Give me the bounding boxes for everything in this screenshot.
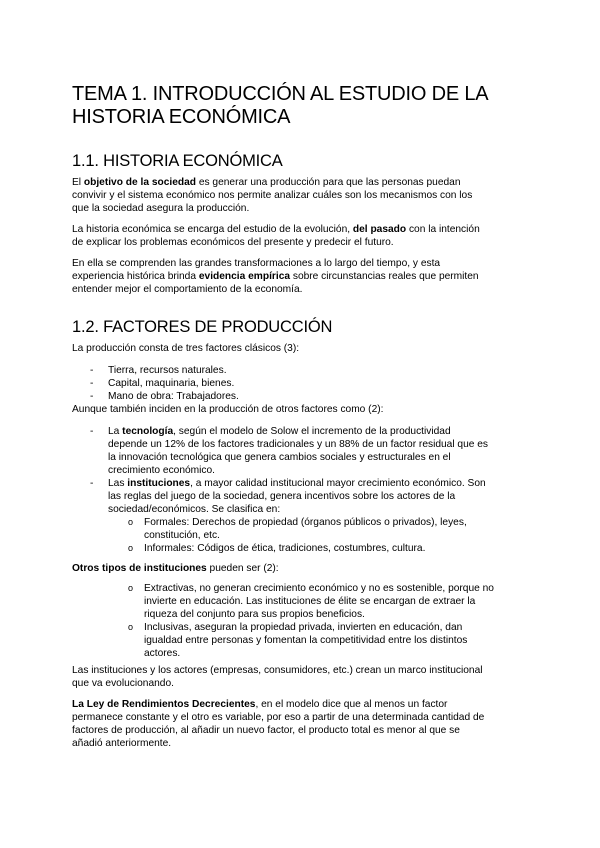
paragraph-line bbox=[108, 477, 486, 490]
list-dash: - bbox=[90, 391, 94, 402]
text-span: El bbox=[72, 177, 84, 188]
paragraph-line: de explicar los problemas económicos del presente y predecir el futuro. bbox=[72, 237, 394, 248]
paragraph-line: que la sociedad asegura la producción. bbox=[72, 203, 250, 214]
paragraph-line: sociedad/económicos. Se clasifica en: bbox=[108, 504, 281, 515]
paragraph-line bbox=[108, 425, 451, 438]
circle-bullet-icon: o bbox=[128, 543, 134, 553]
bold-text: La Ley de Rendimientos Decrecientes bbox=[72, 699, 256, 710]
section-heading-factores-produccion: 1.2. FACTORES DE PRODUCCIÓN bbox=[72, 318, 333, 336]
circle-bullet-icon: o bbox=[128, 517, 134, 527]
text-span: La bbox=[108, 426, 123, 437]
list-item-capital: Capital, maquinaria, bienes. bbox=[108, 378, 235, 389]
paragraph-line: factores de producción, al añadir un nuevo factor, el producto total es menor al que se bbox=[72, 725, 460, 736]
list-item-extractivas-cont: riqueza del conjunto para sus propios beneficios. bbox=[144, 609, 365, 620]
paragraph-line: Las instituciones y los actores (empresas, consumidores, etc.) crean un marco institucional bbox=[72, 665, 483, 676]
list-dash: - bbox=[90, 478, 94, 489]
paragraph-otros-tipos bbox=[72, 562, 279, 575]
paragraph-line: las reglas del juego de la sociedad, genera incentivos sobre los actores de la bbox=[108, 491, 456, 502]
text-span: , según el modelo de Solow el incremento de la productividad bbox=[173, 426, 451, 437]
bold-text: tecnología bbox=[122, 426, 174, 437]
list-item-inclusivas-cont: igualdad entre personas y fomentan la competitividad entre los distintos bbox=[144, 635, 468, 646]
paragraph-line: la innovación tecnológica que genera cambios sociales y estructurales en el bbox=[108, 452, 451, 463]
paragraph-line bbox=[72, 270, 479, 283]
list-item-tierra: Tierra, recursos naturales. bbox=[108, 365, 227, 376]
text-span: La historia económica se encarga del estudio de la evolución, bbox=[72, 224, 353, 235]
bold-text: del pasado bbox=[352, 224, 407, 235]
bold-text: objetivo de la sociedad bbox=[83, 177, 196, 188]
paragraph-intro-factores: La producción consta de tres factores clásicos (3): bbox=[72, 343, 300, 354]
text-span: con la intención bbox=[406, 224, 480, 235]
document-title-line-1: TEMA 1. INTRODUCCIÓN AL ESTUDIO DE LA bbox=[72, 83, 489, 105]
list-item-inclusivas: Inclusivas, aseguran la propiedad privada, invierten en educación, dan bbox=[144, 622, 463, 633]
list-dash: - bbox=[90, 426, 94, 437]
text-span: sobre circunstancias reales que permiten bbox=[290, 271, 479, 282]
paragraph-line: convivir y el sistema económico nos permite analizar cuáles son los mecanismos con los bbox=[72, 190, 473, 201]
paragraph-otros-factores: Aunque también inciden en la producción de otros factores como (2): bbox=[72, 404, 384, 415]
list-dash: - bbox=[90, 365, 94, 376]
text-span: Las bbox=[108, 478, 128, 489]
paragraph-line: entender mejor el comportamiento de la economía. bbox=[72, 284, 303, 295]
list-item-extractivas-cont: invierte en educación. Las instituciones de élite se encargan de extraer la bbox=[144, 596, 476, 607]
list-item-formales-cont: constitución, etc. bbox=[144, 530, 220, 541]
bold-text: instituciones bbox=[127, 478, 191, 489]
paragraph-line: depende un 12% de los factores tradicionales y un 88% de un factor residual que es bbox=[108, 439, 489, 450]
paragraph-line: añadió anteriormente. bbox=[72, 738, 172, 749]
paragraph-line bbox=[72, 176, 460, 189]
list-item-formales: Formales: Derechos de propiedad (órganos públicos o privados), leyes, bbox=[144, 517, 467, 528]
section-heading-historia-economica: 1.1. HISTORIA ECONÓMICA bbox=[72, 152, 283, 170]
paragraph-line bbox=[72, 698, 447, 711]
text-span: experiencia histórica brinda bbox=[72, 271, 199, 282]
text-span: , en el modelo dice que al menos un factor bbox=[255, 699, 448, 710]
list-item-inclusivas-cont: actores. bbox=[144, 648, 181, 659]
paragraph-line: que va evolucionando. bbox=[72, 678, 174, 689]
text-span: es generar una producción para que las personas puedan bbox=[195, 177, 461, 188]
bold-text: evidencia empírica bbox=[198, 271, 291, 282]
circle-bullet-icon: o bbox=[128, 622, 134, 632]
circle-bullet-icon: o bbox=[128, 583, 134, 593]
list-item-informales: Informales: Códigos de ética, tradiciones, costumbres, cultura. bbox=[144, 543, 426, 554]
document-title-line-2: HISTORIA ECONÓMICA bbox=[72, 106, 291, 128]
list-item-mano-de-obra: Mano de obra: Trabajadores. bbox=[108, 391, 239, 402]
paragraph-line: crecimiento económico. bbox=[108, 465, 216, 476]
text-span: , a mayor calidad institucional mayor crecimiento económico. Son bbox=[190, 478, 486, 489]
list-item-extractivas: Extractivas, no generan crecimiento económico y no es sostenible, porque no bbox=[144, 583, 494, 594]
paragraph-line bbox=[72, 223, 480, 236]
text-span: pueden ser (2): bbox=[206, 563, 279, 574]
list-dash: - bbox=[90, 378, 94, 389]
bold-text: Otros tipos de instituciones bbox=[72, 563, 207, 574]
paragraph-line: permanece constante y el otro es variable, por eso a partir de una determinada cantidad de bbox=[72, 712, 485, 723]
paragraph-line: En ella se comprenden las grandes transformaciones a lo largo del tiempo, y esta bbox=[72, 258, 441, 269]
